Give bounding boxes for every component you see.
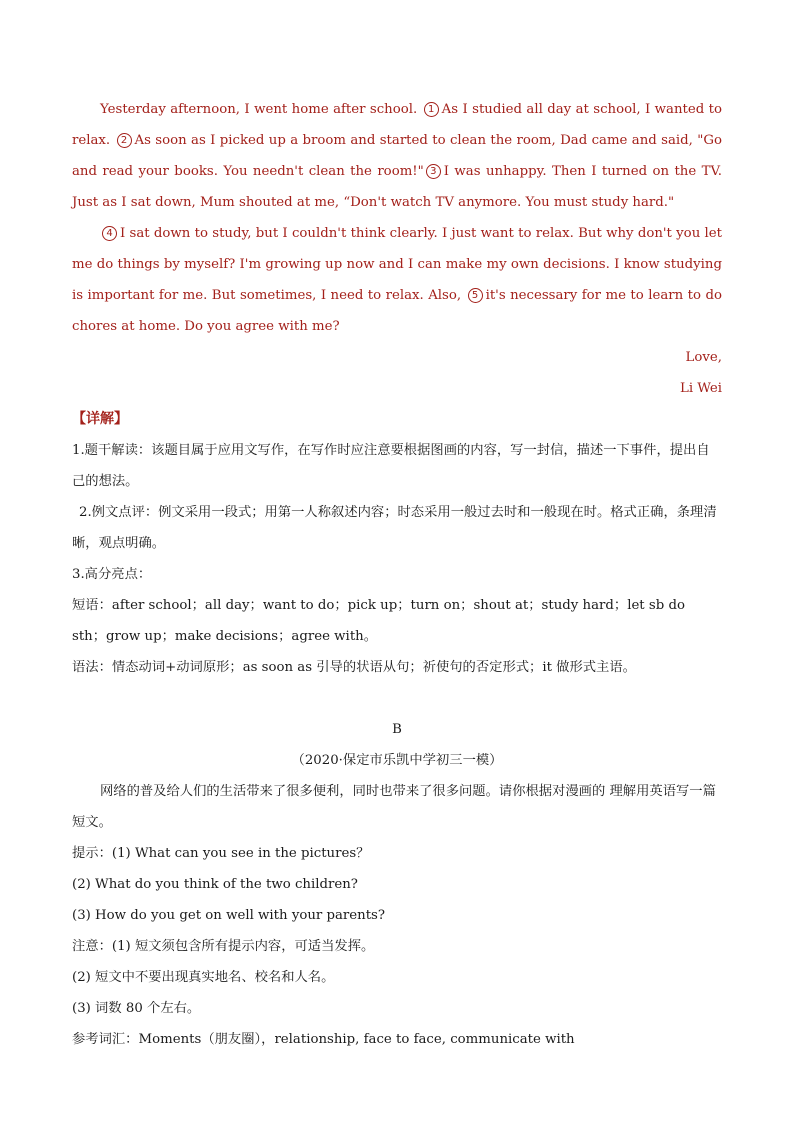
note-line-1 (72, 931, 722, 962)
vocab-text: Moments（朋友圈），relationship, face to face, communicate with (138, 1032, 575, 1047)
circled-number-1: 1 (424, 102, 439, 117)
essay-text: it's necessary for me to learn to do chores at home. Do you agree with me? (72, 288, 722, 334)
hint-1: (1) What can you see in the pictures？ (111, 846, 370, 861)
phrases-text: after school；all day；want to do；pick up；turn on；shout at；study hard；let sb do sth；grow up；make decisions；agree with。 (72, 598, 685, 644)
circled-number-3: 3 (426, 164, 441, 179)
note-1: (1) 短文须包含所有提示内容，可适当发挥。 (111, 939, 375, 954)
hint-3: (3) How do you get on well with your parents? (72, 908, 386, 923)
hint-2: (2) What do you think of the two children? (72, 877, 358, 892)
analysis-item-1: 1.题干解读：该题目属于应用文写作，在写作时应注意要根据图画的内容，写一封信，描述一下事件，提出自己的想法。 (72, 443, 710, 489)
document-page (72, 94, 722, 1055)
analysis-heading: 【详解】 (72, 411, 128, 427)
essay-text: I was unhappy. Then I turned on the TV. Just as I sat down, Mum shouted at me, “Don't watch TV anymore. You must study hard." (72, 164, 722, 210)
task-intro: 网络的普及给人们的生活带来了很多便利，同时也带来了很多问题。请你根据对漫画的 理解用英语写一篇短文。 (72, 784, 716, 830)
note-label: 注意： (72, 939, 112, 954)
letter-closing: Love, (685, 350, 722, 365)
analysis-phrases (72, 590, 722, 652)
analysis-item-2: 2.例文点评：例文采用一段式；用第一人称叙述内容；时态采用一般过去时和一般现在时。格式正确，条理清晰，观点明确。 (72, 505, 717, 551)
vocab-line (72, 1024, 722, 1055)
circled-number-4: 4 (102, 226, 117, 241)
phrases-label: 短语： (72, 598, 112, 613)
essay-paragraph-2 (72, 218, 722, 342)
hint-line-1 (72, 838, 722, 869)
letter-signature: Li Wei (679, 381, 722, 396)
note-2: (2) 短文中不要出现真实地名、校名和人名。 (72, 970, 335, 985)
model-essay (72, 94, 722, 404)
essay-text: As soon as I picked up a broom and started to clean the room, Dad came and said, "Go and read your books. You needn't clean the room!" (72, 133, 722, 179)
grammar-label: 语法： (72, 660, 112, 675)
analysis-section (72, 404, 722, 683)
essay-paragraph-1 (72, 94, 722, 218)
essay-text: Yesterday afternoon, I went home after school. (100, 102, 422, 117)
section-letter: B (392, 722, 402, 737)
hint-label: 提示： (72, 846, 112, 861)
section-b (72, 714, 722, 1055)
essay-text: As I studied all day at school, I wanted to relax. (72, 102, 722, 148)
analysis-grammar (72, 652, 722, 683)
essay-text: I sat down to study, but I couldn't think clearly. I just want to relax. But why don't you let me do things by myself? I'm growing up now and I can make my own decisions. I know studying is important for me. But sometimes, I need to relax. Also, (72, 226, 722, 303)
circled-number-2: 2 (117, 133, 132, 148)
vocab-label: 参考词汇： (72, 1032, 139, 1047)
grammar-text: 情态动词+动词原形；as soon as 引导的状语从句；祈使句的否定形式；it 做形式主语。 (111, 660, 636, 675)
note-3: (3) 词数 80 个左右。 (72, 1001, 201, 1016)
circled-number-5: 5 (468, 288, 483, 303)
analysis-item-3: 3.高分亮点： (72, 567, 152, 582)
source-note: （2020·保定市乐凯中学初三一模） (291, 753, 503, 768)
